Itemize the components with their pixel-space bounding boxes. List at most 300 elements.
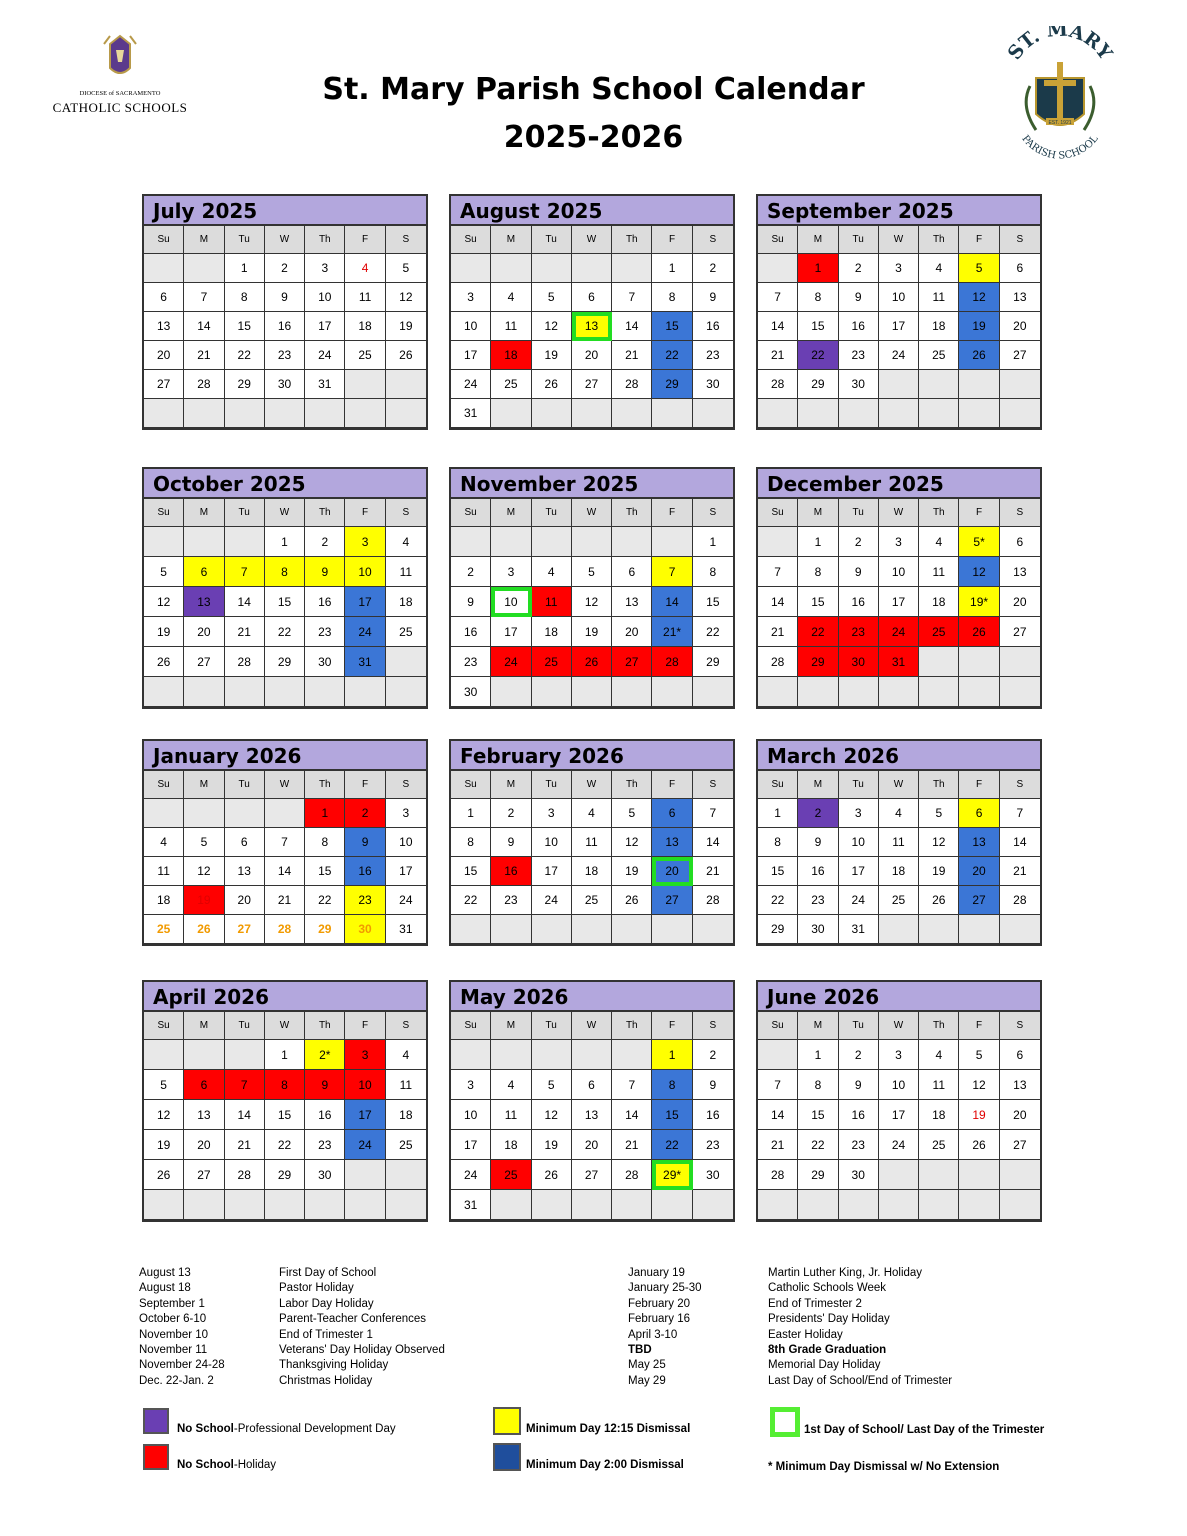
day-header: Th	[919, 771, 959, 799]
day-cell: 23	[305, 1130, 345, 1160]
day-header: W	[265, 1012, 305, 1040]
day-cell: 11	[532, 587, 572, 617]
day-header: Th	[919, 1012, 959, 1040]
day-header: W	[879, 771, 919, 799]
empty-cell	[919, 647, 959, 677]
day-cell: 4	[144, 828, 184, 857]
event-date: TBD	[628, 1344, 652, 1357]
day-cell: 21	[758, 617, 798, 647]
day-cell: 12	[959, 1070, 999, 1100]
day-cell: 8	[798, 1070, 838, 1100]
day-cell: 20	[1000, 312, 1040, 341]
day-cell: 27	[1000, 341, 1040, 370]
day-cell: 16	[345, 857, 385, 886]
day-cell: 6	[959, 799, 999, 828]
day-cell: 7	[225, 1070, 265, 1100]
month-title: September 2025	[758, 196, 1040, 226]
day-cell: 24	[532, 886, 572, 915]
empty-cell	[612, 1190, 652, 1220]
day-cell: 5	[919, 799, 959, 828]
day-cell: 17	[451, 341, 491, 370]
day-cell: 23	[693, 1130, 733, 1160]
event-row	[628, 1297, 862, 1312]
diocese-line2: CATHOLIC SCHOOLS	[52, 100, 188, 115]
day-cell: 5	[959, 254, 999, 283]
empty-cell	[1000, 677, 1040, 707]
day-cell: 27	[612, 647, 652, 677]
day-cell: 5	[612, 799, 652, 828]
day-cell: 18	[345, 312, 385, 341]
event-row	[628, 1328, 843, 1343]
day-header: Tu	[532, 1012, 572, 1040]
empty-cell	[959, 647, 999, 677]
empty-cell	[144, 254, 184, 283]
day-header: Su	[758, 226, 798, 254]
day-cell: 31	[451, 1190, 491, 1220]
day-cell: 13	[959, 828, 999, 857]
day-cell: 30	[265, 370, 305, 399]
day-header: F	[652, 499, 692, 527]
day-cell: 23	[305, 617, 345, 647]
empty-cell	[491, 1040, 531, 1070]
day-header: S	[386, 226, 426, 254]
empty-cell	[1000, 647, 1040, 677]
day-cell: 19	[144, 1130, 184, 1160]
day-cell: 12	[572, 587, 612, 617]
day-header: Su	[758, 771, 798, 799]
month-days	[451, 499, 733, 707]
day-cell: 6	[1000, 527, 1040, 557]
day-cell: 30	[798, 915, 838, 944]
day-cell: 7	[758, 283, 798, 312]
day-cell: 16	[798, 857, 838, 886]
day-cell: 15	[451, 857, 491, 886]
empty-cell	[959, 399, 999, 428]
day-cell: 15	[225, 312, 265, 341]
day-cell: 15	[693, 587, 733, 617]
day-cell: 12	[959, 283, 999, 312]
page-subtitle: 2025-2026	[503, 120, 684, 155]
empty-cell	[959, 1190, 999, 1220]
empty-cell	[612, 915, 652, 944]
event-row	[139, 1328, 373, 1343]
day-cell: 16	[491, 857, 531, 886]
month-title: May 2026	[451, 982, 733, 1012]
month-title: October 2025	[144, 469, 426, 499]
day-cell: 12	[959, 557, 999, 587]
day-cell: 13	[225, 857, 265, 886]
day-cell: 25	[919, 617, 959, 647]
day-header: F	[652, 771, 692, 799]
empty-cell	[386, 1160, 426, 1190]
day-header: S	[693, 1012, 733, 1040]
day-header: Tu	[225, 499, 265, 527]
day-cell: 23	[839, 617, 879, 647]
day-cell: 25	[491, 370, 531, 399]
empty-cell	[225, 1190, 265, 1220]
empty-cell	[652, 399, 692, 428]
empty-cell	[345, 370, 385, 399]
legend-first-last	[770, 1407, 1044, 1437]
day-cell: 17	[345, 1100, 385, 1130]
empty-cell	[879, 399, 919, 428]
day-cell: 14	[225, 587, 265, 617]
day-header: W	[879, 226, 919, 254]
day-header: S	[1000, 226, 1040, 254]
empty-cell	[879, 1160, 919, 1190]
day-cell: 28	[225, 647, 265, 677]
empty-cell	[612, 399, 652, 428]
empty-cell	[491, 527, 531, 557]
day-header: Su	[758, 499, 798, 527]
day-header: F	[652, 1012, 692, 1040]
day-header: W	[879, 1012, 919, 1040]
day-header: W	[572, 1012, 612, 1040]
day-cell: 11	[919, 557, 959, 587]
day-cell: 6	[1000, 254, 1040, 283]
month-august-2025	[449, 194, 735, 430]
month-october-2025	[142, 467, 428, 709]
day-header: Su	[144, 226, 184, 254]
empty-cell	[225, 799, 265, 828]
day-cell: 20	[572, 1130, 612, 1160]
day-cell: 13	[184, 587, 224, 617]
day-cell: 14	[612, 312, 652, 341]
green-swatch	[770, 1407, 800, 1437]
empty-cell	[612, 254, 652, 283]
day-cell: 27	[184, 1160, 224, 1190]
day-cell: 5*	[959, 527, 999, 557]
day-cell: 26	[532, 370, 572, 399]
day-cell: 15	[798, 587, 838, 617]
day-cell: 29	[798, 1160, 838, 1190]
day-cell: 29	[225, 370, 265, 399]
event-date: April 3-10	[628, 1328, 678, 1341]
day-cell: 23	[839, 341, 879, 370]
day-cell: 14	[693, 828, 733, 857]
event-row	[139, 1281, 354, 1296]
day-header: S	[1000, 1012, 1040, 1040]
day-cell: 29	[305, 915, 345, 944]
day-cell: 18	[386, 1100, 426, 1130]
day-cell: 27	[652, 886, 692, 915]
day-header: M	[798, 771, 838, 799]
day-cell: 19	[919, 857, 959, 886]
day-cell: 18	[491, 341, 531, 370]
day-cell: 23	[798, 886, 838, 915]
day-cell: 14	[612, 1100, 652, 1130]
day-cell: 9	[693, 283, 733, 312]
day-cell: 18	[572, 857, 612, 886]
empty-cell	[491, 399, 531, 428]
empty-cell	[1000, 1160, 1040, 1190]
empty-cell	[839, 399, 879, 428]
red-swatch	[143, 1444, 169, 1470]
event-row	[628, 1312, 890, 1327]
day-cell: 28	[652, 647, 692, 677]
empty-cell	[798, 677, 838, 707]
day-cell: 5	[144, 557, 184, 587]
day-cell: 8	[265, 1070, 305, 1100]
day-cell: 20	[184, 617, 224, 647]
day-cell: 18	[144, 886, 184, 915]
day-cell: 10	[839, 828, 879, 857]
day-cell: 6	[225, 828, 265, 857]
day-cell: 19	[532, 341, 572, 370]
day-cell: 11	[919, 283, 959, 312]
empty-cell	[265, 677, 305, 707]
day-cell: 5	[532, 1070, 572, 1100]
day-cell: 30	[345, 915, 385, 944]
day-cell: 11	[386, 557, 426, 587]
legend-holiday	[143, 1443, 276, 1471]
day-cell: 30	[839, 647, 879, 677]
day-cell: 5	[959, 1040, 999, 1070]
empty-cell	[144, 399, 184, 428]
day-cell: 3	[451, 283, 491, 312]
legend-min-200-text: Minimum Day 2:00 Dismissal	[526, 1459, 684, 1471]
day-header: Su	[451, 771, 491, 799]
day-cell: 8	[225, 283, 265, 312]
day-cell: 23	[491, 886, 531, 915]
day-cell: 12	[612, 828, 652, 857]
day-cell: 15	[652, 312, 692, 341]
day-header: F	[345, 499, 385, 527]
day-cell: 8	[758, 828, 798, 857]
day-cell: 12	[144, 1100, 184, 1130]
day-header: Tu	[225, 771, 265, 799]
day-cell: 4	[491, 1070, 531, 1100]
day-header: Th	[612, 771, 652, 799]
empty-cell	[451, 254, 491, 283]
day-cell: 1	[798, 254, 838, 283]
day-cell: 22	[758, 886, 798, 915]
day-cell: 2	[345, 799, 385, 828]
day-cell: 4	[532, 557, 572, 587]
day-cell: 25	[919, 341, 959, 370]
event-description: Pastor Holiday	[279, 1282, 354, 1295]
day-cell: 7	[225, 557, 265, 587]
day-cell: 29	[693, 647, 733, 677]
day-cell: 1	[265, 1040, 305, 1070]
month-july-2025	[142, 194, 428, 430]
day-header: M	[798, 499, 838, 527]
day-cell: 26	[386, 341, 426, 370]
day-cell: 10	[532, 828, 572, 857]
day-cell: 1	[652, 1040, 692, 1070]
month-days	[451, 226, 733, 428]
legend-holiday-rest: -Holiday	[233, 1459, 277, 1471]
day-cell: 7	[612, 1070, 652, 1100]
event-date: January 25-30	[628, 1282, 702, 1295]
event-row	[139, 1374, 373, 1389]
day-cell: 22	[798, 341, 838, 370]
day-cell: 4	[919, 254, 959, 283]
day-cell: 19	[532, 1130, 572, 1160]
event-row	[139, 1266, 377, 1281]
day-cell: 16	[693, 1100, 733, 1130]
day-cell: 8	[798, 557, 838, 587]
month-days	[758, 499, 1040, 707]
day-header: F	[345, 1012, 385, 1040]
day-cell: 1	[225, 254, 265, 283]
day-cell: 8	[451, 828, 491, 857]
day-cell: 2	[798, 799, 838, 828]
empty-cell	[386, 399, 426, 428]
event-description: Labor Day Holiday	[279, 1297, 374, 1310]
day-header: Su	[144, 1012, 184, 1040]
day-cell: 21	[1000, 857, 1040, 886]
day-cell: 27	[1000, 617, 1040, 647]
legend-first-last-text: 1st Day of School/ Last Day of the Trimester	[804, 1424, 1045, 1436]
empty-cell	[919, 399, 959, 428]
day-cell: 14	[265, 857, 305, 886]
day-cell: 31	[839, 915, 879, 944]
day-cell: 13	[144, 312, 184, 341]
empty-cell	[652, 1190, 692, 1220]
day-cell: 30	[693, 1160, 733, 1190]
day-cell: 25	[386, 617, 426, 647]
day-cell: 18	[919, 587, 959, 617]
day-header: M	[491, 1012, 531, 1040]
empty-cell	[491, 915, 531, 944]
empty-cell	[451, 915, 491, 944]
day-cell: 15	[798, 1100, 838, 1130]
day-header: Th	[305, 499, 345, 527]
day-cell: 10	[491, 587, 531, 617]
event-description: 8th Grade Graduation	[768, 1344, 887, 1357]
day-cell: 17	[451, 1130, 491, 1160]
empty-cell	[879, 915, 919, 944]
day-cell: 2	[451, 557, 491, 587]
day-header: F	[345, 226, 385, 254]
event-date: January 19	[628, 1267, 685, 1279]
day-cell: 1	[451, 799, 491, 828]
day-cell: 21	[758, 1130, 798, 1160]
day-header: M	[491, 771, 531, 799]
blue-swatch	[493, 1443, 521, 1471]
day-cell: 14	[758, 587, 798, 617]
day-cell: 17	[305, 312, 345, 341]
day-cell: 29	[758, 915, 798, 944]
month-days	[758, 771, 1040, 944]
empty-cell	[572, 254, 612, 283]
event-description: Parent-Teacher Conferences	[279, 1313, 427, 1326]
empty-cell	[959, 370, 999, 399]
event-date: Dec. 22-Jan. 2	[139, 1374, 214, 1387]
day-header: M	[491, 226, 531, 254]
day-header: W	[572, 499, 612, 527]
day-header: Th	[919, 499, 959, 527]
day-cell: 22	[225, 341, 265, 370]
day-cell: 16	[693, 312, 733, 341]
day-header: W	[572, 771, 612, 799]
empty-cell	[144, 1040, 184, 1070]
day-cell: 24	[305, 341, 345, 370]
day-cell: 31	[305, 370, 345, 399]
day-cell: 26	[612, 886, 652, 915]
empty-cell	[386, 677, 426, 707]
empty-cell	[959, 677, 999, 707]
day-cell: 16	[305, 587, 345, 617]
day-cell: 9	[693, 1070, 733, 1100]
day-header: W	[265, 499, 305, 527]
day-cell: 16	[839, 1100, 879, 1130]
empty-cell	[144, 799, 184, 828]
empty-cell	[959, 1160, 999, 1190]
day-cell: 11	[386, 1070, 426, 1100]
empty-cell	[919, 1190, 959, 1220]
day-cell: 24	[386, 886, 426, 915]
day-cell: 20	[1000, 587, 1040, 617]
empty-cell	[1000, 915, 1040, 944]
day-cell: 24	[345, 617, 385, 647]
day-cell: 8	[652, 1070, 692, 1100]
day-cell: 13	[572, 312, 612, 341]
empty-cell	[305, 677, 345, 707]
day-cell: 29	[265, 647, 305, 677]
day-cell: 27	[144, 370, 184, 399]
day-cell: 2*	[305, 1040, 345, 1070]
day-cell: 19	[959, 312, 999, 341]
day-cell: 24	[879, 617, 919, 647]
day-cell: 18	[919, 312, 959, 341]
empty-cell	[184, 527, 224, 557]
empty-cell	[758, 527, 798, 557]
day-cell: 9	[491, 828, 531, 857]
legend-pd-bold: No School	[177, 1423, 234, 1435]
day-cell: 8	[265, 557, 305, 587]
day-header: Th	[919, 226, 959, 254]
empty-cell	[572, 1040, 612, 1070]
day-cell: 19	[386, 312, 426, 341]
day-cell: 2	[839, 254, 879, 283]
event-row	[139, 1358, 389, 1373]
month-title: January 2026	[144, 741, 426, 771]
day-cell: 1	[652, 254, 692, 283]
event-row	[628, 1281, 887, 1296]
event-date: August 18	[139, 1282, 191, 1295]
day-cell: 9	[305, 1070, 345, 1100]
day-cell: 5	[144, 1070, 184, 1100]
day-cell: 27	[1000, 1130, 1040, 1160]
empty-cell	[758, 1190, 798, 1220]
day-cell: 18	[919, 1100, 959, 1130]
day-header: Tu	[225, 226, 265, 254]
day-cell: 26	[959, 1130, 999, 1160]
month-january-2026	[142, 739, 428, 946]
empty-cell	[612, 527, 652, 557]
empty-cell	[225, 1040, 265, 1070]
legend-holiday-bold: No School	[177, 1459, 234, 1471]
purple-swatch	[143, 1408, 169, 1434]
day-cell: 26	[184, 915, 224, 944]
day-cell: 21*	[652, 617, 692, 647]
day-cell: 6	[612, 557, 652, 587]
day-cell: 29*	[652, 1160, 692, 1190]
day-header: M	[184, 771, 224, 799]
event-description: First Day of School	[279, 1267, 377, 1279]
day-cell: 26	[532, 1160, 572, 1190]
day-cell: 2	[693, 254, 733, 283]
day-cell: 19	[144, 617, 184, 647]
event-description: Veterans' Day Holiday Observed	[279, 1344, 445, 1357]
empty-cell	[345, 1160, 385, 1190]
day-cell: 30	[839, 370, 879, 399]
day-cell: 10	[451, 1100, 491, 1130]
legend-min-1215-text: Minimum Day 12:15 Dismissal	[526, 1423, 691, 1435]
month-days	[758, 1012, 1040, 1220]
